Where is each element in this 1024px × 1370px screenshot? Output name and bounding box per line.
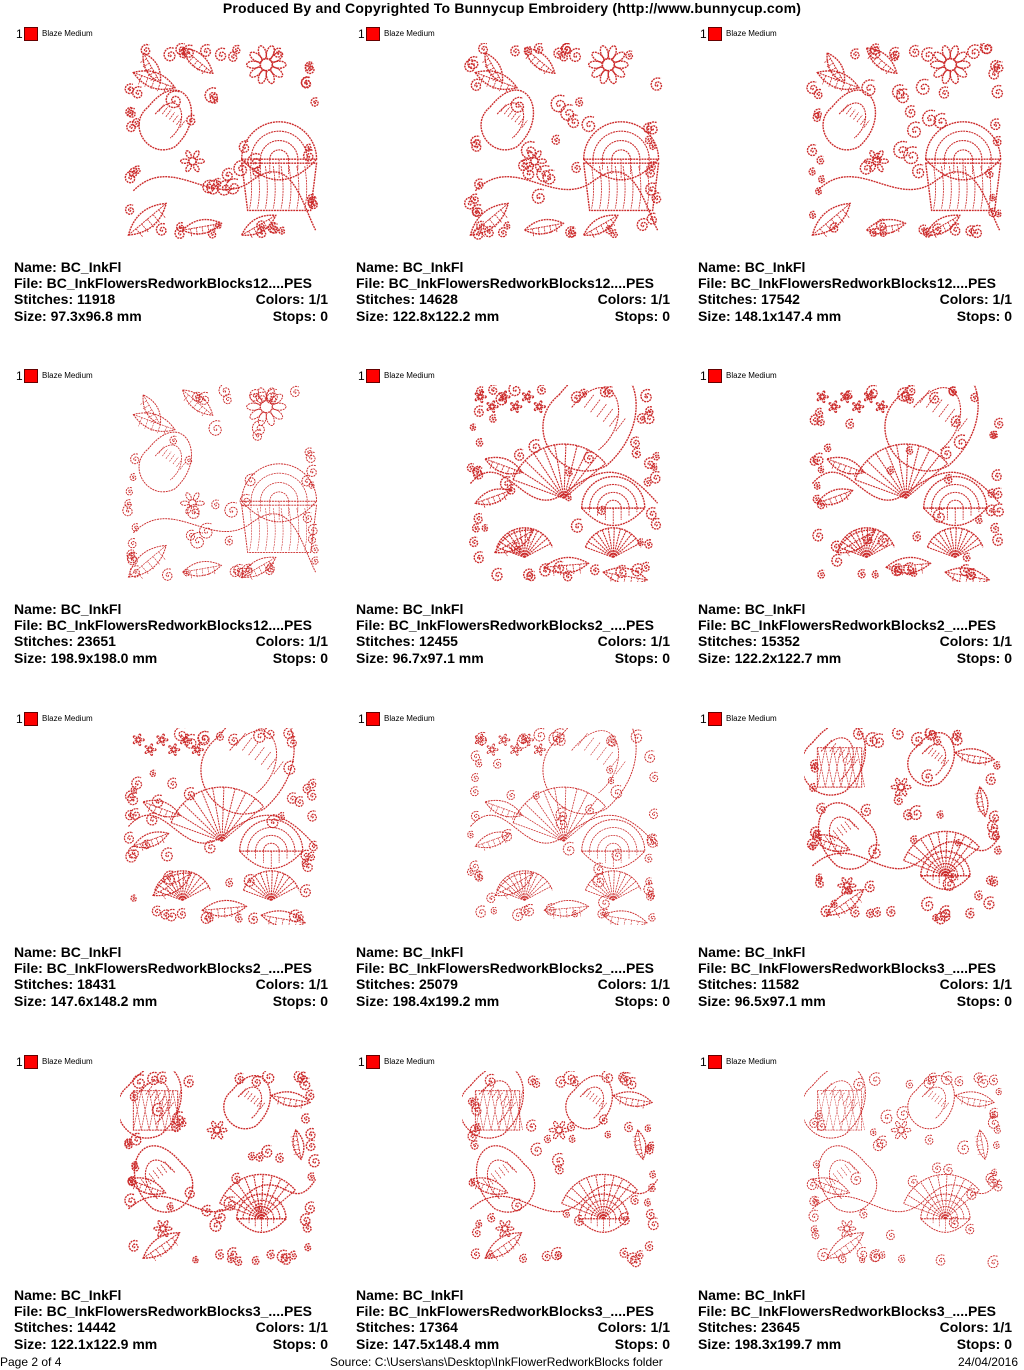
name-value: Name: BC_InkFl — [14, 1287, 122, 1303]
stops-text: 0 — [320, 649, 328, 666]
thread-index: 1 — [358, 712, 365, 726]
size-value: Size: 122.2x122.7 mm — [698, 649, 842, 666]
design-card-10 — [8, 1028, 338, 1358]
embroidery-design-image — [120, 43, 324, 240]
name-row — [14, 601, 328, 617]
stitches-text: 14628 — [419, 291, 458, 308]
file-value: File: BC_InkFlowersRedworkBlocks2_....PES — [698, 617, 996, 634]
name-value: Name: BC_InkFl — [14, 259, 122, 275]
stops-value: Stops: 0 — [272, 992, 328, 1009]
size-value: Size: 122.1x122.9 mm — [14, 1335, 158, 1352]
redwork-motif — [804, 1071, 1008, 1268]
size-text: 147.6x148.2 mm — [50, 992, 158, 1009]
design-info — [356, 1287, 670, 1352]
embroidery-design-image — [120, 1071, 324, 1268]
stops-value: Stops: 0 — [956, 307, 1012, 324]
stops-value: Stops: 0 — [956, 1335, 1012, 1352]
colors-text: 1/1 — [308, 291, 328, 308]
stitches-row — [14, 976, 328, 992]
design-card-8 — [350, 685, 680, 1015]
size-text: 147.5x148.4 mm — [392, 1335, 500, 1352]
design-card-7 — [8, 685, 338, 1015]
redwork-motif — [804, 43, 1008, 240]
design-info — [356, 259, 670, 324]
size-value: Size: 147.5x148.4 mm — [356, 1335, 500, 1352]
thread-chip — [700, 27, 777, 41]
thread-chip — [358, 1055, 435, 1069]
thread-chip — [16, 1055, 93, 1069]
stitches-text: 17542 — [761, 291, 800, 308]
redwork-motif — [804, 385, 1008, 582]
file-value: File: BC_InkFlowersRedworkBlocks12....PES — [14, 275, 312, 292]
stops-value: Stops: 0 — [272, 649, 328, 666]
embroidery-design-image — [804, 385, 1008, 582]
size-value: Size: 148.1x147.4 mm — [698, 307, 842, 324]
design-info — [14, 601, 328, 666]
file-value: File: BC_InkFlowersRedworkBlocks2_....PES — [356, 617, 654, 634]
size-text: 96.5x97.1 mm — [734, 992, 826, 1009]
thread-name: Blaze Medium — [384, 371, 435, 380]
redwork-motif — [120, 1071, 324, 1268]
redwork-motif — [462, 1071, 666, 1268]
file-text: BC_InkFlowersRedworkBlocks12....PES — [46, 275, 312, 292]
colors-text: 1/1 — [308, 976, 328, 993]
file-text: BC_InkFlowersRedworkBlocks2_....PES — [730, 617, 996, 634]
file-value: File: BC_InkFlowersRedworkBlocks3_....PES — [698, 1303, 996, 1320]
thread-index: 1 — [16, 712, 23, 726]
thread-name: Blaze Medium — [384, 1057, 435, 1066]
name-row — [356, 259, 670, 275]
file-value: File: BC_InkFlowersRedworkBlocks12....PES — [356, 275, 654, 292]
thread-swatch — [708, 1055, 722, 1069]
stops-value: Stops: 0 — [614, 992, 670, 1009]
colors-text: 1/1 — [650, 976, 670, 993]
name-value: Name: BC_InkFl — [698, 1287, 806, 1303]
size-text: 96.7x97.1 mm — [392, 649, 484, 666]
colors-value: Colors: 1/1 — [255, 1319, 328, 1336]
thread-swatch — [24, 712, 38, 726]
name-text: BC_InkFl — [402, 601, 464, 617]
stitches-text: 15352 — [761, 633, 800, 650]
file-text: BC_InkFlowersRedworkBlocks12....PES — [46, 617, 312, 634]
name-row — [698, 601, 1012, 617]
stitches-value: Stitches: 15352 — [698, 633, 800, 650]
thread-name: Blaze Medium — [726, 714, 777, 723]
embroidery-design-image — [120, 385, 324, 582]
embroidery-design-image — [462, 728, 666, 925]
thread-swatch — [708, 712, 722, 726]
name-row — [698, 944, 1012, 960]
print-date: 24/04/2016 — [957, 1355, 1018, 1369]
name-text: BC_InkFl — [60, 944, 122, 960]
thread-index: 1 — [358, 1055, 365, 1069]
design-card-3 — [692, 0, 1022, 330]
embroidery-design-image — [804, 43, 1008, 240]
stops-text: 0 — [662, 649, 670, 666]
stitches-value: Stitches: 17364 — [356, 1319, 458, 1336]
stitches-value: Stitches: 11918 — [14, 291, 116, 308]
file-row — [356, 275, 670, 291]
file-row — [356, 617, 670, 633]
colors-text: 1/1 — [992, 633, 1012, 650]
stitches-value: Stitches: 18431 — [14, 976, 116, 993]
design-info — [698, 259, 1012, 324]
thread-chip — [700, 369, 777, 383]
stitches-value: Stitches: 14442 — [14, 1319, 116, 1336]
thread-swatch — [708, 27, 722, 41]
redwork-motif — [120, 728, 324, 925]
file-text: BC_InkFlowersRedworkBlocks3_....PES — [730, 1303, 996, 1320]
redwork-motif — [462, 43, 666, 240]
file-text: BC_InkFlowersRedworkBlocks12....PES — [730, 275, 996, 292]
name-row — [698, 259, 1012, 275]
stops-text: 0 — [320, 1335, 328, 1352]
stops-value: Stops: 0 — [272, 1335, 328, 1352]
colors-value: Colors: 1/1 — [255, 976, 328, 993]
redwork-motif — [804, 728, 1008, 925]
stitches-text: 25079 — [419, 976, 458, 993]
file-text: BC_InkFlowersRedworkBlocks2_....PES — [388, 617, 654, 634]
file-value: File: BC_InkFlowersRedworkBlocks2_....PES — [14, 960, 312, 977]
size-row — [356, 993, 670, 1009]
colors-value: Colors: 1/1 — [597, 291, 670, 308]
thread-swatch — [366, 369, 380, 383]
file-text: BC_InkFlowersRedworkBlocks3_....PES — [388, 1303, 654, 1320]
stitches-value: Stitches: 11582 — [698, 976, 800, 993]
colors-text: 1/1 — [992, 976, 1012, 993]
source-path: Source: C:\Users\ans\Desktop\InkFlowerRedworkBlocks folder — [330, 1355, 663, 1369]
design-info — [698, 1287, 1012, 1352]
design-info — [14, 259, 328, 324]
size-text: 122.2x122.7 mm — [734, 649, 842, 666]
page-title: Produced By and Copyrighted To Bunnycup Embroidery (http://www.bunnycup.com) — [222, 0, 802, 16]
stitches-text: 23645 — [761, 1319, 800, 1336]
thread-name: Blaze Medium — [726, 1057, 777, 1066]
design-info — [698, 601, 1012, 666]
stops-text: 0 — [320, 307, 328, 324]
stitches-text: 11918 — [77, 291, 116, 308]
stitches-text: 12455 — [419, 633, 458, 650]
name-value: Name: BC_InkFl — [14, 944, 122, 960]
design-card-11 — [350, 1028, 680, 1358]
size-value: Size: 198.3x199.7 mm — [698, 1335, 842, 1352]
colors-value: Colors: 1/1 — [939, 976, 1012, 993]
stitches-text: 23651 — [77, 633, 116, 650]
file-value: File: BC_InkFlowersRedworkBlocks3_....PES — [356, 1303, 654, 1320]
file-value: File: BC_InkFlowersRedworkBlocks2_....PES — [356, 960, 654, 977]
size-row — [356, 1336, 670, 1352]
name-text: BC_InkFl — [744, 259, 806, 275]
size-row — [698, 650, 1012, 666]
redwork-motif — [462, 728, 666, 925]
stitches-row — [698, 291, 1012, 307]
redwork-motif — [120, 43, 324, 240]
embroidery-design-image — [804, 728, 1008, 925]
size-row — [14, 308, 328, 324]
stitches-row — [14, 291, 328, 307]
name-text: BC_InkFl — [60, 259, 122, 275]
design-card-1 — [8, 0, 338, 330]
stops-value: Stops: 0 — [956, 649, 1012, 666]
size-text: 97.3x96.8 mm — [50, 307, 142, 324]
redwork-motif — [120, 385, 324, 582]
name-text: BC_InkFl — [402, 259, 464, 275]
thread-swatch — [24, 1055, 38, 1069]
name-text: BC_InkFl — [402, 944, 464, 960]
thread-index: 1 — [358, 27, 365, 41]
file-row — [14, 275, 328, 291]
stops-text: 0 — [1004, 992, 1012, 1009]
thread-chip — [16, 369, 93, 383]
stops-value: Stops: 0 — [956, 992, 1012, 1009]
thread-chip — [700, 712, 777, 726]
colors-value: Colors: 1/1 — [597, 976, 670, 993]
design-info — [14, 1287, 328, 1352]
name-row — [356, 1287, 670, 1303]
embroidery-design-image — [462, 43, 666, 240]
colors-text: 1/1 — [308, 1319, 328, 1336]
name-value: Name: BC_InkFl — [356, 601, 464, 617]
file-text: BC_InkFlowersRedworkBlocks2_....PES — [388, 960, 654, 977]
design-card-5 — [350, 342, 680, 672]
thread-name: Blaze Medium — [42, 29, 93, 38]
name-text: BC_InkFl — [744, 601, 806, 617]
thread-swatch — [24, 27, 38, 41]
stops-value: Stops: 0 — [614, 307, 670, 324]
stops-value: Stops: 0 — [272, 307, 328, 324]
stitches-row — [356, 1319, 670, 1335]
size-value: Size: 122.8x122.2 mm — [356, 307, 500, 324]
design-info — [356, 601, 670, 666]
thread-swatch — [24, 369, 38, 383]
size-row — [698, 308, 1012, 324]
design-card-9 — [692, 685, 1022, 1015]
file-row — [698, 1303, 1012, 1319]
name-value: Name: BC_InkFl — [698, 944, 806, 960]
colors-value: Colors: 1/1 — [939, 633, 1012, 650]
thread-chip — [16, 27, 93, 41]
name-text: BC_InkFl — [744, 1287, 806, 1303]
size-row — [356, 650, 670, 666]
stitches-value: Stitches: 12455 — [356, 633, 458, 650]
size-row — [698, 1336, 1012, 1352]
design-info — [698, 944, 1012, 1009]
size-row — [356, 308, 670, 324]
stitches-value: Stitches: 17542 — [698, 291, 800, 308]
size-text: 148.1x147.4 mm — [734, 307, 842, 324]
name-text: BC_InkFl — [744, 944, 806, 960]
thread-chip — [358, 369, 435, 383]
thread-name: Blaze Medium — [384, 714, 435, 723]
colors-value: Colors: 1/1 — [255, 291, 328, 308]
size-text: 198.3x199.7 mm — [734, 1335, 842, 1352]
file-row — [14, 960, 328, 976]
stitches-text: 11582 — [761, 976, 800, 993]
colors-text: 1/1 — [308, 633, 328, 650]
size-row — [14, 1336, 328, 1352]
thread-swatch — [708, 369, 722, 383]
stitches-row — [356, 633, 670, 649]
colors-text: 1/1 — [992, 291, 1012, 308]
size-text: 198.4x199.2 mm — [392, 992, 500, 1009]
name-text: BC_InkFl — [60, 601, 122, 617]
name-text: BC_InkFl — [60, 1287, 122, 1303]
size-row — [698, 993, 1012, 1009]
embroidery-design-image — [804, 1071, 1008, 1268]
colors-text: 1/1 — [650, 291, 670, 308]
colors-value: Colors: 1/1 — [255, 633, 328, 650]
thread-chip — [358, 712, 435, 726]
stitches-value: Stitches: 25079 — [356, 976, 458, 993]
stitches-text: 18431 — [77, 976, 116, 993]
name-value: Name: BC_InkFl — [698, 259, 806, 275]
thread-name: Blaze Medium — [384, 29, 435, 38]
stitches-row — [698, 976, 1012, 992]
size-text: 122.8x122.2 mm — [392, 307, 500, 324]
file-text: BC_InkFlowersRedworkBlocks2_....PES — [46, 960, 312, 977]
stitches-row — [14, 633, 328, 649]
colors-value: Colors: 1/1 — [939, 291, 1012, 308]
stops-text: 0 — [662, 1335, 670, 1352]
thread-chip — [700, 1055, 777, 1069]
size-value: Size: 198.4x199.2 mm — [356, 992, 500, 1009]
name-value: Name: BC_InkFl — [356, 944, 464, 960]
file-text: BC_InkFlowersRedworkBlocks12....PES — [388, 275, 654, 292]
file-row — [698, 275, 1012, 291]
stitches-text: 17364 — [419, 1319, 458, 1336]
size-text: 122.1x122.9 mm — [50, 1335, 158, 1352]
name-row — [356, 601, 670, 617]
stitches-value: Stitches: 23651 — [14, 633, 116, 650]
thread-index: 1 — [16, 369, 23, 383]
thread-chip — [358, 27, 435, 41]
stitches-row — [14, 1319, 328, 1335]
name-text: BC_InkFl — [402, 1287, 464, 1303]
thread-chip — [16, 712, 93, 726]
colors-text: 1/1 — [650, 1319, 670, 1336]
stitches-value: Stitches: 14628 — [356, 291, 458, 308]
name-value: Name: BC_InkFl — [14, 601, 122, 617]
thread-name: Blaze Medium — [42, 714, 93, 723]
thread-index: 1 — [700, 712, 707, 726]
size-row — [14, 993, 328, 1009]
colors-value: Colors: 1/1 — [597, 1319, 670, 1336]
size-value: Size: 96.5x97.1 mm — [698, 992, 826, 1009]
colors-value: Colors: 1/1 — [939, 1319, 1012, 1336]
stops-text: 0 — [662, 992, 670, 1009]
name-value: Name: BC_InkFl — [356, 1287, 464, 1303]
stitches-text: 14442 — [77, 1319, 116, 1336]
page-number: Page 2 of 4 — [0, 1355, 62, 1369]
stops-text: 0 — [1004, 307, 1012, 324]
name-row — [14, 944, 328, 960]
stitches-row — [698, 633, 1012, 649]
colors-text: 1/1 — [650, 633, 670, 650]
name-row — [14, 1287, 328, 1303]
stops-text: 0 — [1004, 1335, 1012, 1352]
design-card-4 — [8, 342, 338, 672]
name-value: Name: BC_InkFl — [698, 601, 806, 617]
name-row — [14, 259, 328, 275]
thread-swatch — [366, 712, 380, 726]
file-value: File: BC_InkFlowersRedworkBlocks12....PES — [698, 275, 996, 292]
stitches-value: Stitches: 23645 — [698, 1319, 800, 1336]
colors-value: Colors: 1/1 — [597, 633, 670, 650]
thread-swatch — [366, 1055, 380, 1069]
stops-text: 0 — [1004, 649, 1012, 666]
file-row — [698, 617, 1012, 633]
embroidery-design-image — [462, 385, 666, 582]
design-card-6 — [692, 342, 1022, 672]
thread-name: Blaze Medium — [726, 371, 777, 380]
thread-index: 1 — [16, 27, 23, 41]
file-value: File: BC_InkFlowersRedworkBlocks3_....PES — [14, 1303, 312, 1320]
size-value: Size: 97.3x96.8 mm — [14, 307, 142, 324]
file-value: File: BC_InkFlowersRedworkBlocks3_....PES — [698, 960, 996, 977]
stops-value: Stops: 0 — [614, 649, 670, 666]
name-value: Name: BC_InkFl — [356, 259, 464, 275]
file-text: BC_InkFlowersRedworkBlocks3_....PES — [46, 1303, 312, 1320]
thread-index: 1 — [16, 1055, 23, 1069]
stitches-row — [698, 1319, 1012, 1335]
name-row — [698, 1287, 1012, 1303]
name-row — [356, 944, 670, 960]
file-value: File: BC_InkFlowersRedworkBlocks12....PES — [14, 617, 312, 634]
colors-text: 1/1 — [992, 1319, 1012, 1336]
size-value: Size: 96.7x97.1 mm — [356, 649, 484, 666]
file-row — [356, 960, 670, 976]
size-text: 198.9x198.0 mm — [50, 649, 158, 666]
thread-index: 1 — [700, 27, 707, 41]
size-row — [14, 650, 328, 666]
file-row — [698, 960, 1012, 976]
thread-index: 1 — [700, 369, 707, 383]
size-value: Size: 147.6x148.2 mm — [14, 992, 158, 1009]
stitches-row — [356, 976, 670, 992]
thread-name: Blaze Medium — [42, 371, 93, 380]
stops-value: Stops: 0 — [614, 1335, 670, 1352]
stops-text: 0 — [320, 992, 328, 1009]
thread-name: Blaze Medium — [726, 29, 777, 38]
size-value: Size: 198.9x198.0 mm — [14, 649, 158, 666]
file-row — [356, 1303, 670, 1319]
design-card-12 — [692, 1028, 1022, 1358]
file-text: BC_InkFlowersRedworkBlocks3_....PES — [730, 960, 996, 977]
file-row — [14, 617, 328, 633]
thread-swatch — [366, 27, 380, 41]
design-card-2 — [350, 0, 680, 330]
design-info — [356, 944, 670, 1009]
design-info — [14, 944, 328, 1009]
embroidery-design-image — [462, 1071, 666, 1268]
thread-index: 1 — [358, 369, 365, 383]
redwork-motif — [462, 385, 666, 582]
stitches-row — [356, 291, 670, 307]
file-row — [14, 1303, 328, 1319]
stops-text: 0 — [662, 307, 670, 324]
thread-index: 1 — [700, 1055, 707, 1069]
thread-name: Blaze Medium — [42, 1057, 93, 1066]
page-footer — [0, 1354, 1024, 1370]
embroidery-design-image — [120, 728, 324, 925]
